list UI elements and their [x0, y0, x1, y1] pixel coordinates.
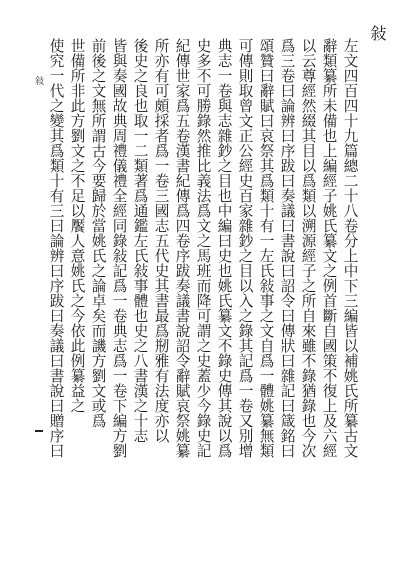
text-column: 後史之良也取一二類著爲通鑑左氏敍事體也史之八書漢之十志: [131, 38, 149, 443]
text-column: 紀傳世家爲五卷漢書紀傳爲四卷序跋奏議書說詔令辭賦哀祭姚纂: [173, 38, 191, 458]
text-column: 左文四百四十九篇總二十八卷分上中下三編皆以補姚氏所纂古文: [341, 38, 359, 458]
text-column: 辭類纂所未備也上編經子姚氏纂文之例首斷自國策不復上及六經: [320, 38, 338, 458]
text-column: 頌贊曰辭賦曰哀祭其爲類十有一左氏敍事之文自爲一體姚纂無類: [257, 38, 275, 458]
text-column: 皆與奏國故典周禮儀禮全經同錄敍記爲一卷典志爲一卷下編方劉: [110, 38, 128, 458]
text-column: 可傳則取曾文正公經史百家雜鈔之目以入之錄其記爲一卷又別增: [236, 38, 254, 458]
text-column: 史多不可勝錄然推比義法爲文之馬班而降可謂之史蓋少今錄史記: [194, 38, 212, 458]
text-column: 使究一代之變其爲類十有三曰論辨曰序跋曰奏議曰書說曰贈序曰: [47, 38, 65, 458]
text-column: 以云尊經然綴其目以爲類以溯源經子之所自來雖不錄猶錄也今次: [299, 38, 317, 458]
margin-dash: [35, 430, 43, 432]
section-title: 敍: [368, 25, 387, 41]
text-column: 爲三卷曰論辨曰序跋曰奏議曰書說曰詔令曰傳狀曰雜記曰箴銘曰: [278, 38, 296, 458]
margin-mark: 敍: [33, 76, 43, 85]
text-column: 典志一卷與志雜鈔之目也中編曰史也姚氏纂文不錄史傳其說以爲: [215, 38, 233, 458]
text-column: 前後之文無所謂古今要歸於當姚氏之論卓矣而譏方劉文或爲: [89, 38, 107, 428]
text-column: 世備所非此方劉文之不足以饜人意姚氏之今依此例纂益之: [68, 38, 86, 413]
text-column: 所亦有可頗採者爲一卷三國志五代史其書最爲剏雅有法度亦以: [152, 38, 170, 443]
